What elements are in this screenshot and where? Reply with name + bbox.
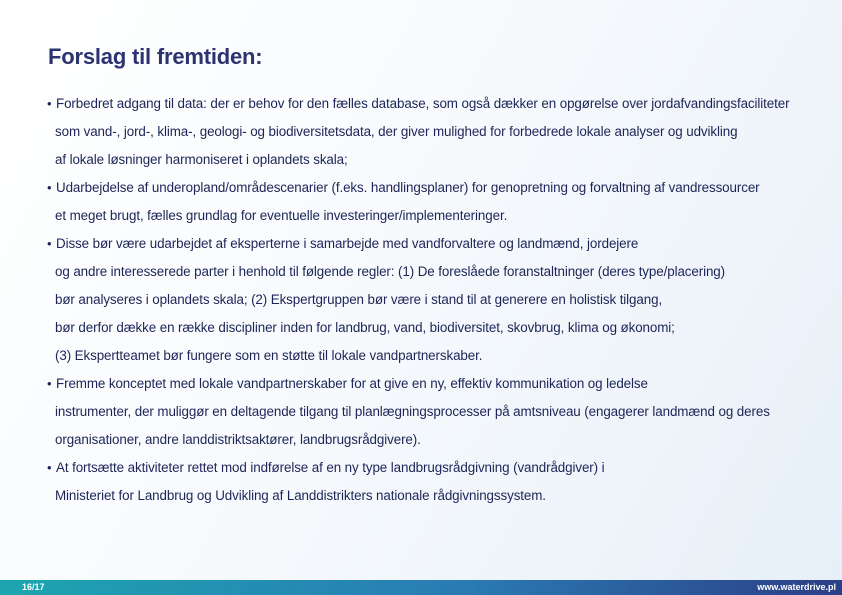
bullet-item <box>47 370 837 454</box>
bullet-text-line: Fremme konceptet med lokale vandpartnerskaber for at give en ny, effektiv kommunikation og ledelse <box>56 376 648 391</box>
bullet-item <box>47 454 837 510</box>
bullet-text-line: organisationer, andre landdistriktsaktører, landbrugsrådgivere). <box>55 432 421 447</box>
bullet-dot: • <box>47 180 52 195</box>
bullet-text-line: instrumenter, der muliggør en deltagende tilgang til planlægningsprocesser på amtsniveau (engagerer landmænd og deres <box>55 404 770 419</box>
bullet-text-line: Disse bør være udarbejdet af eksperterne i samarbejde med vandforvaltere og landmænd, jordejere <box>56 236 639 251</box>
footer-bar <box>0 580 842 595</box>
bullet-text-line: af lokale løsninger harmoniseret i oplandets skala; <box>55 152 348 167</box>
bullet-text-line: og andre interesserede parter i henhold til følgende regler: (1) De foreslåede foranstaltninger (deres type/placering) <box>55 264 726 279</box>
bullet-list <box>47 90 837 510</box>
bullet-item <box>47 230 837 370</box>
bullet-text-line: At fortsætte aktiviteter rettet mod indførelse af en ny type landbrugsrådgivning (vandrådgiver) i <box>56 460 605 475</box>
bullet-text-line: (3) Ekspertteamet bør fungere som en støtte til lokale vandpartnerskaber. <box>55 348 483 363</box>
bullet-item <box>47 174 837 230</box>
bullet-item <box>47 90 837 174</box>
bullet-text-line: som vand-, jord-, klima-, geologi- og biodiversitetsdata, der giver mulighed for forbedrede lokale analyser og udvikling <box>55 124 738 139</box>
bullet-text-line: Udarbejdelse af underopland/områdescenarier (f.eks. handlingsplaner) for genopretning og forvaltning af vandressourcer <box>56 180 760 195</box>
bullet-text-line: Ministeriet for Landbrug og Udvikling af Landdistrikters nationale rådgivningssystem. <box>55 488 546 503</box>
bullet-dot: • <box>47 376 52 391</box>
page-number: 16/17 <box>22 582 45 592</box>
bullet-dot: • <box>47 96 52 111</box>
bullet-text-line: Forbedret adgang til data: der er behov for den fælles database, som også dækker en opgørelse over jordafvandingsfaciliteter <box>56 96 790 111</box>
slide-title: Forslag til fremtiden: <box>48 44 263 69</box>
bullet-text-line: bør analyseres i oplandets skala; (2) Ekspertgruppen bør være i stand til at generere en holistisk tilgang, <box>55 292 663 307</box>
bullet-text-line: bør derfor dække en række discipliner inden for landbrug, vand, biodiversitet, skovbrug, klima og økonomi; <box>55 320 675 335</box>
website-url: www.waterdrive.pl <box>757 582 836 592</box>
bullet-dot: • <box>47 460 52 475</box>
bullet-text-line: et meget brugt, fælles grundlag for eventuelle investeringer/implementeringer. <box>55 208 508 223</box>
bullet-dot: • <box>47 236 52 251</box>
